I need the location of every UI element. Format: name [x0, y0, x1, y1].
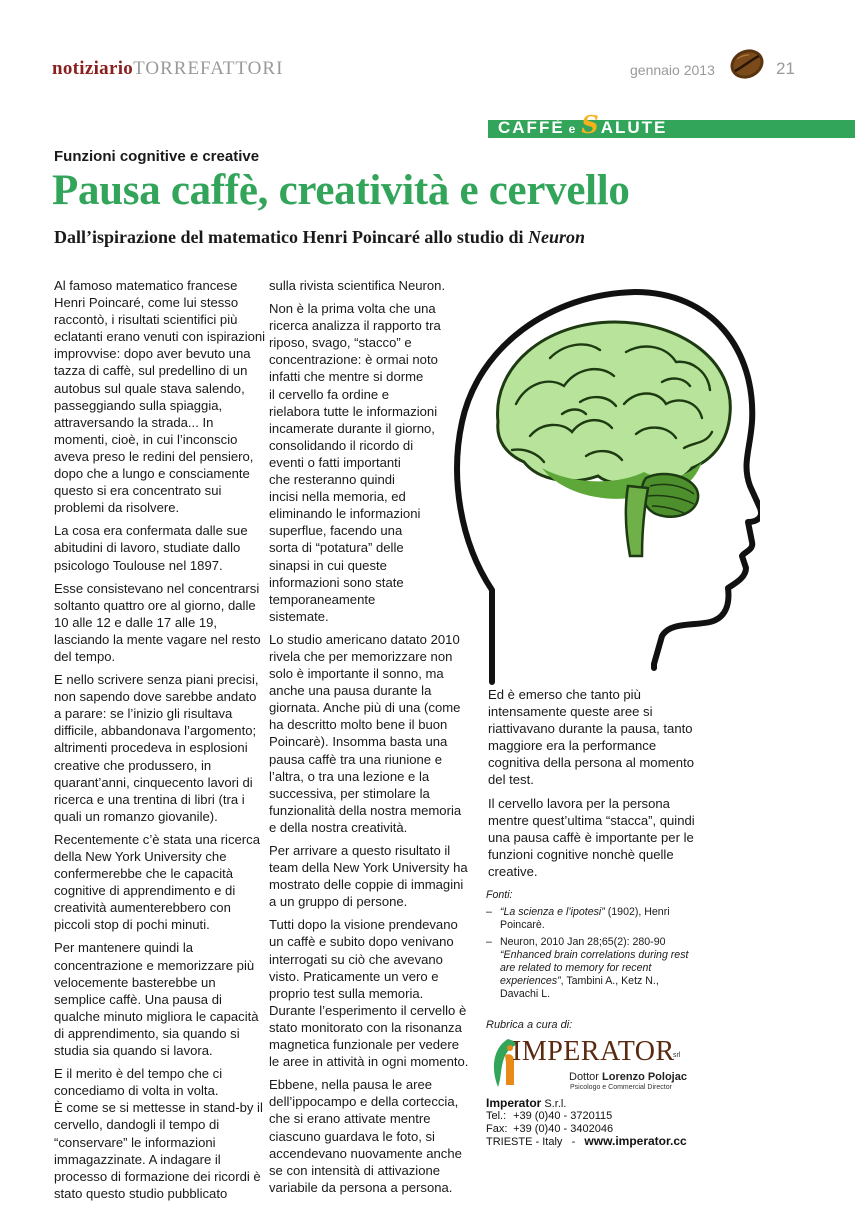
column-credit-label: Rubrica a cura di:	[486, 1019, 573, 1031]
line: sorta di “potatura” delle	[269, 540, 404, 556]
line: incisi nella memoria, ed	[269, 489, 406, 505]
subtitle-neuron: Neuron	[527, 227, 585, 247]
director-role: Psicologo e Commercial Director	[570, 1084, 672, 1091]
company-suffix: S.r.l.	[541, 1098, 567, 1110]
line: incamerate durante il giorno,	[269, 420, 435, 436]
paragraph: Il cervello lavora per la persona mentre quest’ultima “stacca”, quindi una pausa caffè è importante per le funzioni cognitive nonchè quelle creative.	[488, 795, 695, 879]
source-dash: –	[486, 906, 492, 919]
director-fullname: Lorenzo Polojac	[602, 1071, 687, 1083]
line: il cervello fa ordine e	[269, 386, 390, 402]
section-e: e	[568, 122, 578, 136]
line: sistemate.	[269, 608, 329, 624]
section-caffe: CAFFÈ	[498, 118, 565, 137]
coffee-bean-icon	[727, 47, 767, 81]
article-title: Pausa caffè, creatività e cervello	[52, 167, 630, 214]
paragraph: Recentemente c’è stata una ricerca della New York University che confermerebbe che le capacità cognitive di apprendimento e di creatività aumenterebbero con piccoli stop di pochi minuti.	[54, 831, 260, 933]
section-s-letter: S	[581, 110, 601, 139]
source-title: “La scienza e l’ipotesi”	[500, 906, 605, 919]
address-row	[486, 1135, 687, 1148]
paragraph: La cosa era confermata dalle sue abitudini di lavoro, studiate dallo psicologo Toulouse nel 1897.	[54, 523, 248, 573]
separator: -	[571, 1135, 576, 1148]
subtitle-text: Dall’ispirazione del matematico Henri Poincaré allo studio di	[54, 227, 528, 247]
section-alute: ALUTE	[600, 118, 668, 137]
company-name-row	[486, 1097, 687, 1110]
line: riposo, svago, “stacco” e	[269, 335, 412, 351]
line: eliminando le informazioni	[269, 506, 421, 522]
article-column-3	[488, 686, 700, 886]
issue-date: gennaio 2013	[630, 62, 715, 78]
article-column-2	[269, 277, 469, 1202]
source-item	[486, 936, 696, 1002]
line: sulla rivista scientifica Neuron.	[269, 278, 446, 293]
source-detail: (1902), Henri Poincarè.	[500, 906, 670, 932]
paragraph: Tutti dopo la visione prendevano un caffè e subito dopo venivano interrogati su ciò che avevano visto. Praticamente un vero e proprio test sulla memoria. Durante l’esperimento il cervello è stato monitorato con la risonanza magnetica funzionale per vedere le aree in attività in ogni momento.	[269, 917, 469, 1070]
article-column-1	[54, 277, 266, 1208]
paragraph: Per mantenere quindi la concentrazione e memorizzare più velocemente basterebbe un semplice caffè. Una pausa di qualche minuto migliora le capacità di apprendimento, sia quando si studia sia quando si lavora.	[54, 940, 259, 1059]
section-label	[498, 110, 668, 139]
director-prefix: Dottor	[569, 1071, 603, 1083]
paragraph: Esse consistevano nel concentrarsi soltanto quattro ore al giorno, dalle 10 alle 12 e dalle 17 alle 19, lasciando la mente vagare nel resto del tempo.	[54, 580, 261, 664]
paragraph-wrapped	[269, 300, 469, 625]
website-link[interactable]: www.imperator.cc	[584, 1133, 687, 1148]
sources	[486, 889, 696, 1005]
page-number: 21	[776, 59, 795, 78]
masthead-notiziario: notiziario	[52, 58, 134, 79]
line: rielabora tutte le informazioni	[269, 403, 438, 419]
fax-label: Fax:	[486, 1122, 508, 1135]
director-name	[569, 1071, 687, 1083]
line: che resteranno quindi	[269, 472, 395, 488]
line: Non è la prima volta che una	[269, 301, 436, 317]
source-dash: –	[486, 935, 492, 948]
line: concentrazione: è ormai noto	[269, 352, 438, 368]
paragraph: Ed è emerso che tanto più intensamente queste aree si riattivavano durante la pausa, tanto maggiore era la performance cognitiva della persona al momento del test.	[488, 687, 694, 788]
article-kicker: Funzioni cognitive e creative	[54, 148, 260, 165]
paragraph: È come se si mettesse in stand-by il cervello, dandogli il tempo di “conservare” le informazioni immagazzinate. A indagare il processo di formazione dei ricordi è stato questo studio pubblicato	[54, 1100, 263, 1201]
masthead	[52, 58, 283, 80]
line: infatti che mentre si dorme	[269, 369, 424, 385]
paragraph: E nello scrivere senza piani precisi, non sapendo dove sarebbe andato a parare: se l’inizio gli risultava difficile, abbandonava l’argomento; altrimenti procedeva in esplosioni creative che produssero, in quarant’anni, cinquecento lavori di ricerca e una trentina di libri (tra i quali un romanzo giovanile).	[54, 672, 259, 824]
line: ricerca analizza il rapporto tra	[269, 318, 441, 334]
paragraph: Lo studio americano datato 2010 rivela che per memorizzare non solo è importante il sonno, ma anche una pausa durante la giornata. Anche più di una (come ha descritto molto bene il buon Poincarè). Insomma basta una pausa caffè tra una riunione e l’altra, o tra una lezione e la successiva, per stimolare la funzionalità della nostra memoria e della nostra creatività.	[269, 631, 462, 835]
masthead-torrefattori: TORREFATTORI	[133, 58, 284, 79]
line: temporaneamente	[269, 591, 376, 607]
line: eventi o fatti importanti	[269, 454, 401, 470]
line: sinapsi in cui queste	[269, 557, 387, 573]
head-brain-illustration	[430, 272, 760, 692]
paragraph: Per arrivare a questo risultato il team della New York University ha mostrato delle coppie di immagini a un gruppo di persone.	[269, 843, 468, 910]
company-name: Imperator	[486, 1096, 542, 1110]
tel-label: Tel.:	[486, 1110, 507, 1123]
source-citation: Neuron, 2010 Jan 28;65(2): 280-90	[500, 935, 666, 948]
company-contacts	[486, 1097, 687, 1148]
tel-row	[486, 1110, 687, 1122]
source-detail: , Tambini A., Ketz N., Davachi L.	[500, 975, 659, 1001]
line: informazioni sono state	[269, 574, 404, 590]
fax-number: +39 (0)40 - 3402046	[513, 1122, 614, 1135]
paragraph: Ebbene, nella pausa le aree dell’ippocampo e della corteccia, che si erano attivate mentre ciascuno guardava le foto, si accendevano nuovamente anche se con intensità di attivazione variabile da persona a persona.	[269, 1077, 462, 1195]
logo-srl: srl	[673, 1052, 681, 1059]
article-subtitle	[54, 227, 585, 248]
line: superflue, facendo una	[269, 523, 403, 539]
paragraph: Al famoso matematico francese Henri Poincaré, come lui stesso raccontò, i risultati scientifici più eclatanti erano venuti con ispirazioni improvvise: dopo aver bevuto una tazza di caffè, sul predellino di un autobus sul quale stava salendo, passeggiando sulla spiaggia, attraversando la strada... In momenti, cioè, in cui l’inconscio aveva preso le redini del pensiero, dopo che a lungo e consciamente questo si era concentrato sui problemi da risolvere.	[54, 278, 266, 516]
paragraph: E il merito è del tempo che ci concediamo di volta in volta.	[54, 1066, 223, 1099]
line: consolidando il ricordo di	[269, 437, 414, 453]
source-title: “Enhanced brain correlations during rest are related to memory for recent experiences”	[500, 948, 689, 988]
city: TRIESTE - Italy	[486, 1135, 563, 1148]
source-item	[486, 906, 696, 932]
imperator-logo-wordmark: IMPERATOR	[512, 1036, 675, 1067]
tel-number: +39 (0)40 - 3720115	[513, 1110, 613, 1123]
sources-label: Fonti:	[486, 889, 513, 901]
paragraph	[269, 277, 469, 294]
